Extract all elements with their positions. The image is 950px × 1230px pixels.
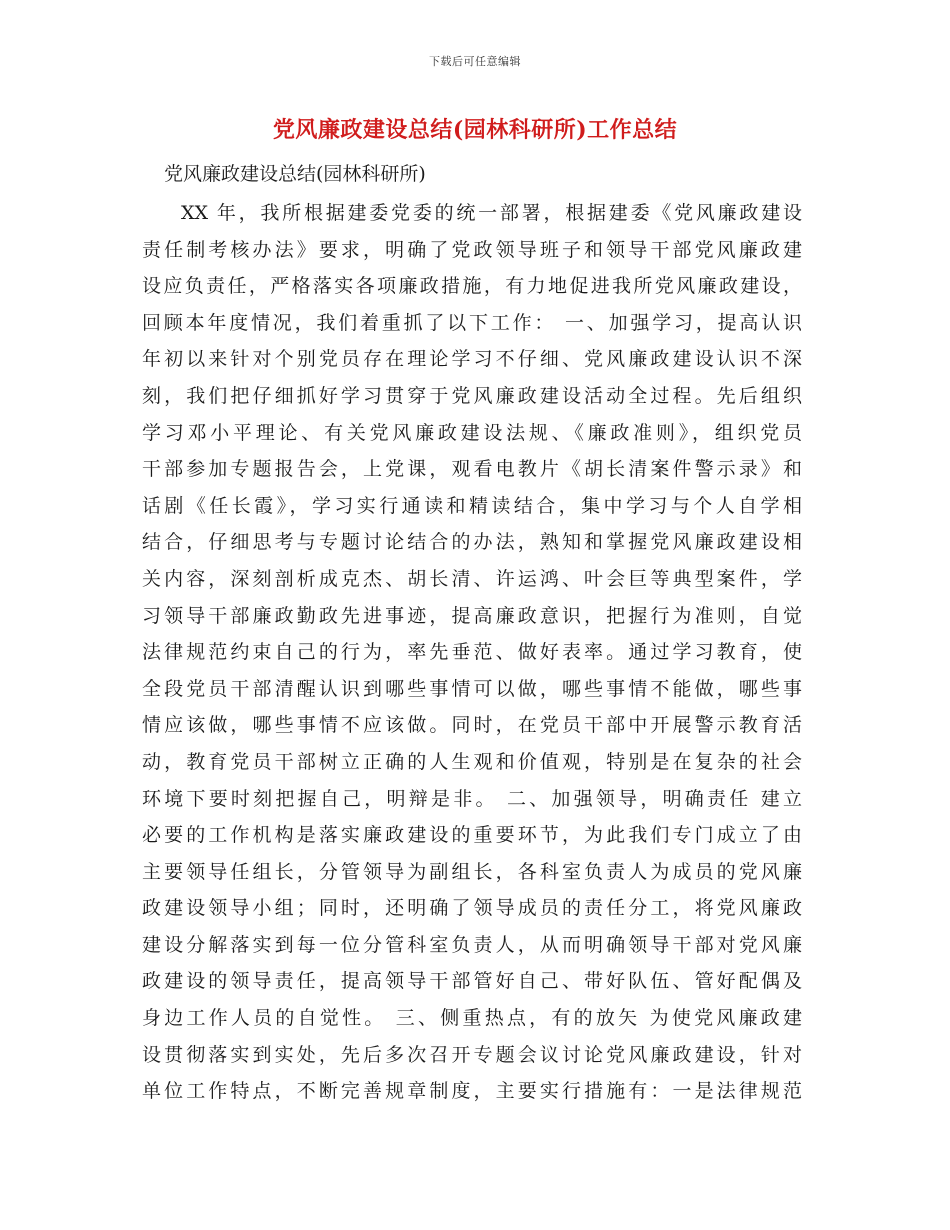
body-line: 回顾本年度情况，我们着重抓了以下工作： 一、加强学习，提高认识 [142, 311, 802, 334]
body-line: 干部参加专题报告会，上党课，观看电教片《胡长清案件警示录》和 [142, 458, 802, 481]
body-line: 身边工作人员的自觉性。 三、侧重热点，有的放矢 为使党风廉政建 [142, 1007, 802, 1030]
body-line: 情应该做，哪些事情不应该做。同时，在党员干部中开展警示教育活 [142, 714, 802, 737]
body-line: 刻，我们把仔细抓好学习贯穿于党风廉政建设活动全过程。先后组织 [142, 384, 802, 407]
body-line: 单位工作特点，不断完善规章制度，主要实行措施有：一是法律规范 [142, 1080, 802, 1103]
body-line: 政建设的领导责任，提高领导干部管好自己、带好队伍、管好配偶及 [142, 970, 802, 993]
body-line: XX 年，我所根据建委党委的统一部署，根据建委《党风廉政建设 [181, 202, 802, 224]
header-note: 下载后可任意编辑 [429, 55, 521, 68]
body-line: 必要的工作机构是落实廉政建设的重要环节，为此我们专门成立了由 [142, 824, 802, 847]
body-line: 设贯彻落实到实处，先后多次召开专题会议讨论党风廉政建设，针对 [142, 1043, 802, 1066]
body-line: 建设分解落实到每一位分管科室负责人，从而明确领导干部对党风廉 [142, 933, 802, 956]
body-line: 动，教育党员干部树立正确的人生观和价值观，特别是在复杂的社会 [142, 750, 802, 773]
body-line: 环境下要时刻把握自己，明辩是非。 二、加强领导，明确责任 建立 [142, 787, 802, 810]
document-title: 党风廉政建设总结(园林科研所)工作总结 [272, 117, 678, 143]
body-line: 话剧《任长霞》，学习实行通读和精读结合，集中学习与个人自学相 [142, 494, 802, 517]
body-line: 年初以来针对个别党员存在理论学习不仔细、党风廉政建设认识不深 [142, 348, 802, 371]
body-line: 责任制考核办法》要求，明确了党政领导班子和领导干部党风廉政建 [142, 238, 802, 261]
body-line: 政建设领导小组；同时，还明确了领导成员的责任分工，将党风廉政 [142, 897, 802, 920]
body-text [142, 199, 802, 1114]
body-line: 关内容，深刻剖析成克杰、胡长清、许运鸿、叶会巨等典型案件，学 [142, 567, 802, 590]
body-line: 学习邓小平理论、有关党风廉政建设法规、《廉政准则》，组织党员 [142, 421, 802, 444]
body-line: 习领导干部廉政勤政先进事迹，提高廉政意识，把握行为准则，自觉 [142, 604, 802, 627]
body-line: 法律规范约束自己的行为，率先垂范、做好表率。通过学习教育，使 [142, 641, 802, 664]
body-line: 全段党员干部清醒认识到哪些事情可以做，哪些事情不能做，哪些事 [142, 677, 802, 700]
body-line: 设应负责任，严格落实各项廉政措施，有力地促进我所党风廉政建设， [142, 275, 802, 298]
body-line: 结合，仔细思考与专题讨论结合的办法，熟知和掌握党风廉政建设相 [142, 531, 802, 554]
body-line: 主要领导任组长，分管领导为副组长，各科室负责人为成员的党风廉 [142, 860, 802, 883]
document-subtitle: 党风廉政建设总结(园林科研所) [164, 163, 426, 185]
